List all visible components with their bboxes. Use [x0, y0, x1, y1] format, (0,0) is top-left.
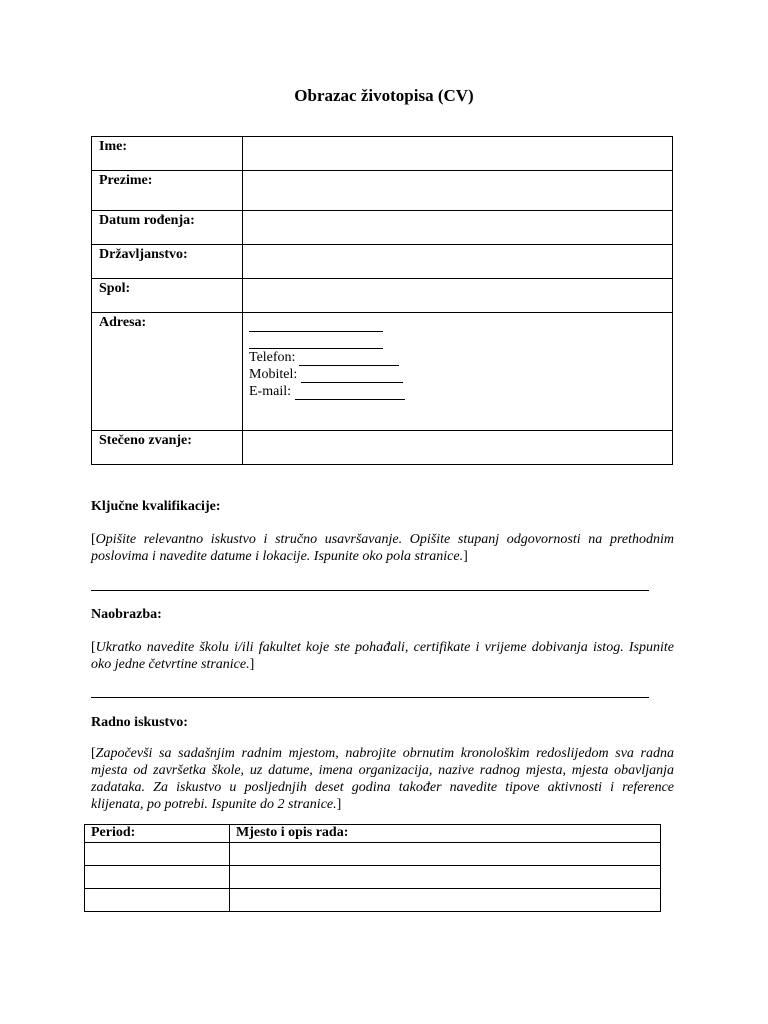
label-spol: Spol:	[92, 279, 243, 313]
period-cell[interactable]	[85, 889, 230, 912]
field-datum-rodenja[interactable]	[243, 211, 673, 245]
opis-cell[interactable]	[230, 843, 661, 866]
email-row[interactable]	[249, 383, 672, 400]
table-row	[85, 889, 661, 912]
address-line-1[interactable]	[249, 315, 383, 332]
bracket-close: ]	[463, 549, 468, 564]
heading-naobrazba: Naobrazba:	[91, 607, 162, 622]
label-adresa: Adresa:	[92, 313, 243, 431]
opis-cell[interactable]	[230, 889, 661, 912]
field-steceno-zvanje[interactable]	[243, 431, 673, 465]
field-adresa[interactable]	[243, 313, 673, 431]
instruction-text: Ukratko navedite školu i/ili fakultet koje ste pohađali, certifikate i vrijeme dobivanja istog. Ispunite oko jedne četvrtine stranice.	[91, 640, 674, 672]
telefon-row[interactable]	[249, 349, 672, 366]
bracket-open: [	[91, 746, 96, 761]
work-experience-table	[84, 824, 661, 912]
address-line-2[interactable]	[249, 332, 383, 349]
bracket-close: ]	[336, 797, 342, 812]
table-row	[85, 866, 661, 889]
table-header-row	[85, 825, 661, 843]
heading-kljucne-kvalifikacije: Ključne kvalifikacije:	[91, 499, 221, 514]
column-header-period: Period:	[85, 825, 230, 843]
label-email: E-mail:	[249, 384, 291, 399]
field-ime[interactable]	[243, 137, 673, 171]
divider-line	[91, 590, 649, 591]
field-spol[interactable]	[243, 279, 673, 313]
column-header-mjesto-opis: Mjesto i opis rada:	[230, 825, 661, 843]
instructions-kljucne-kvalifikacije	[91, 531, 674, 565]
bracket-open: [	[91, 640, 96, 655]
telefon-blank[interactable]	[299, 351, 399, 366]
opis-cell[interactable]	[230, 866, 661, 889]
label-prezime: Prezime:	[92, 171, 243, 211]
field-drzavljanstvo[interactable]	[243, 245, 673, 279]
instruction-text: Opišite relevantno iskustvo i stručno usavršavanje. Opišite stupanj odgovornosti na prethodnim poslovima i navedite datume i lokacije. Ispunite oko pola stranice.	[91, 532, 674, 564]
mobitel-blank[interactable]	[301, 368, 403, 383]
label-telefon: Telefon:	[249, 350, 296, 365]
divider-line	[91, 697, 649, 698]
instructions-naobrazba	[91, 639, 674, 673]
bracket-close: ]	[249, 657, 255, 672]
instruction-text: Započevši sa sadašnjim radnim mjestom, nabrojite obrnutim kronološkim redoslijedom sva radna mjesta od završetka škole, uz datume, imena organizacija, nazive radnog mjesta, mjesta obavljanja zadataka. Za iskustvo u posljednjih deset godina također navedite tipove aktivnosti i reference klijenata, po potrebi. Ispunite do 2 stranice.	[91, 746, 674, 812]
label-mobitel: Mobitel:	[249, 367, 298, 382]
bracket-open: [	[91, 532, 96, 547]
table-row	[85, 843, 661, 866]
email-blank[interactable]	[295, 385, 405, 400]
page-title: Obrazac životopisa (CV)	[294, 86, 474, 105]
field-prezime[interactable]	[243, 171, 673, 211]
personal-info-table	[91, 136, 673, 465]
heading-radno-iskustvo: Radno iskustvo:	[91, 715, 188, 730]
label-datum-rodenja: Datum rođenja:	[92, 211, 243, 245]
instructions-radno-iskustvo	[91, 745, 674, 813]
label-steceno-zvanje: Stečeno zvanje:	[92, 431, 243, 465]
mobitel-row[interactable]	[249, 366, 672, 383]
label-ime: Ime:	[92, 137, 243, 171]
period-cell[interactable]	[85, 843, 230, 866]
label-drzavljanstvo: Državljanstvo:	[92, 245, 243, 279]
period-cell[interactable]	[85, 866, 230, 889]
